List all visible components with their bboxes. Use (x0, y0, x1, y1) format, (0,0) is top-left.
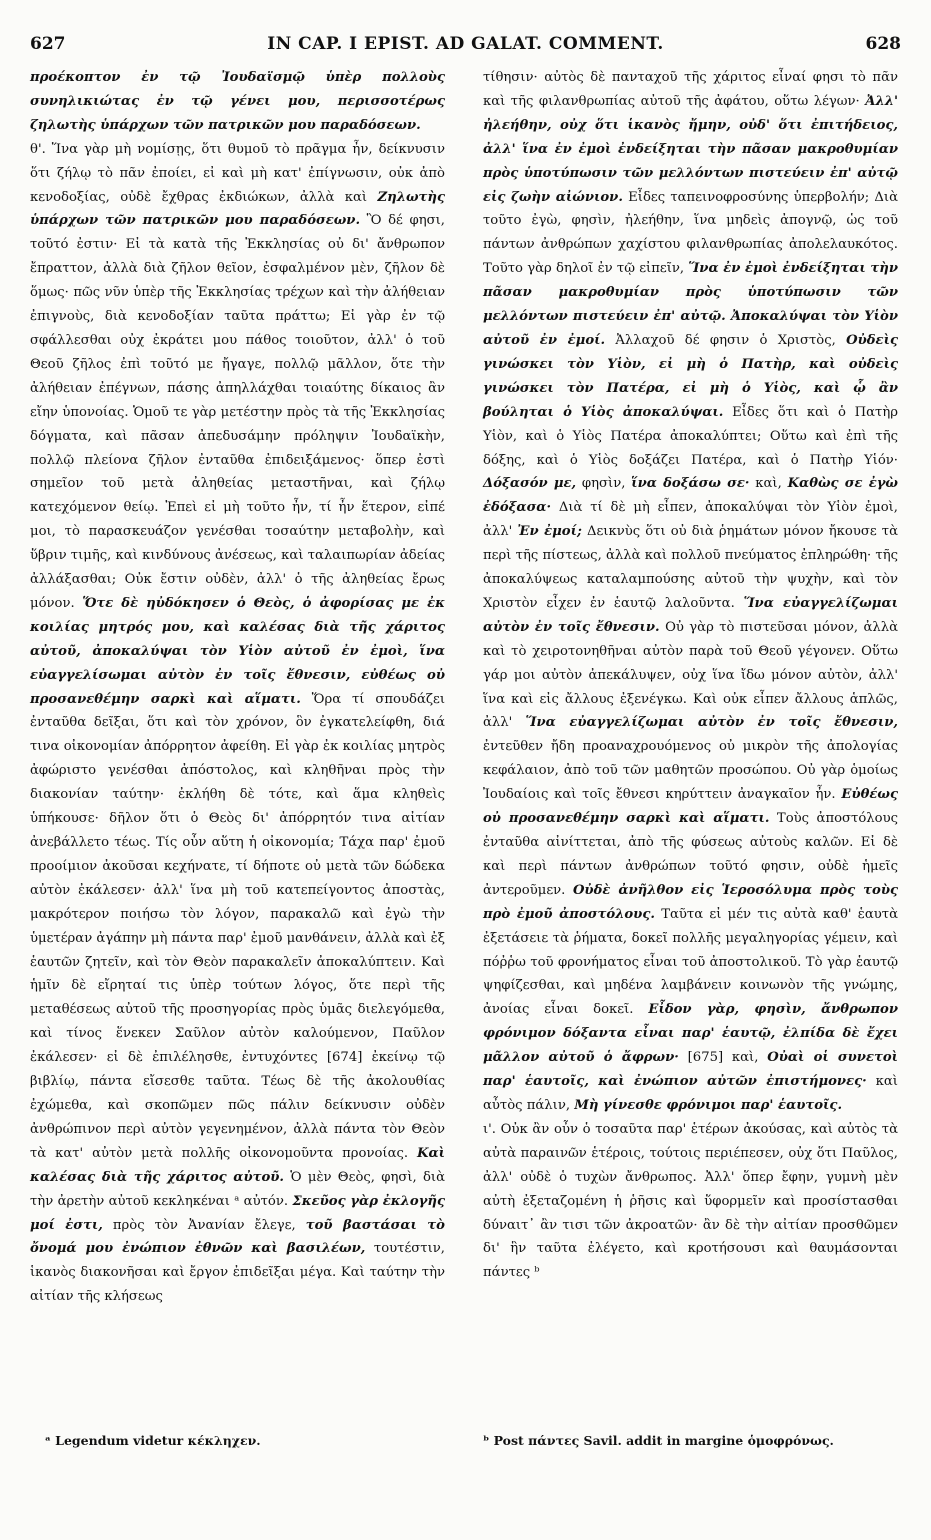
commentary-text: Εἶδες ταπεινοφροσύνης ὑπερβολήν; Διὰ τοῦτο ἐγὼ, φησὶν, ἠλεήθην, ἵνα μηδεὶς ἀπογνῷ, ὡς τοῦ πάντων ἀνθρώπων χαχίστου φιλανθρωπίας ἀπολελαυκότος. Τοῦτο γὰρ δηλοῖ ἐν τῷ εἰπεῖν, (483, 189, 898, 277)
scripture-quote: Καθὼς σε ἐγὼ ἐδόξασα· (483, 476, 898, 516)
scripture-quote: ἵνα δοξάσω σε· (631, 476, 750, 492)
scripture-quote: Δόξασόν με, (483, 476, 577, 492)
commentary-text: ἐντεῦθεν ἤδη προαναχρουόμενος οὐ μικρὸν τῆς ἀπολογίας κεφάλαιον, ἀπὸ τοῦ τῶν μαθητῶν προσώπου. Οὐ γὰρ ὁμοίως Ἰουδαίοις καὶ τοῖς ἔθνεσι κηρύττειν ἀναγκαῖον ἦν. (483, 739, 898, 803)
scripture-quote: Ἀλλ' ἠλεήθην, οὐχ ὅτι ἱκανὸς ἤμην, οὐδ' ὅτι ἐπιτήδειος, ἀλλ' ἵνα ἐν ἐμοὶ ἐνδείξηται τὴν πᾶσαν μακροθυμίαν πρὸς ὑποτύπωσιν τῶν μελλόντων πιστεύειν ἐπ' αὐτῷ εἰς ζωὴν αἰώνιον. (483, 93, 898, 205)
scripture-quote: Ἵνα εὐαγγελίζωμαι αὐτὸν ἐν τοῖς ἔθνεσιν. (483, 595, 898, 635)
scripture-quote: Καὶ καλέσας διὰ τῆς χάριτος αὐτοῦ. (30, 1145, 445, 1185)
left-column (30, 66, 445, 1309)
commentary-text: καὶ, (755, 476, 782, 492)
scripture-quote: Ἵνα εὐαγγελίζωμαι αὐτὸν ἐν τοῖς ἔθνεσιν, (525, 715, 898, 731)
commentary-text: θ'. Ἵνα γὰρ μὴ νομίσῃς, ὅτι θυμοῦ τὸ πρᾶγμα ἦν, δείκνυσιν ὅτι ζήλῳ τὸ πᾶν ἐποίει, εἰ καὶ μὴ κατ' ἐπίγνωσιν, οὐκ ἀπὸ κενοδοξίας, οὐδὲ ἔχθρας ἐκδιώκων, ἀλλὰ καὶ (30, 141, 445, 205)
footnote-b: ᵇ Post πάντες Savil. addit in margine ὁμοφρόνως. (483, 1433, 834, 1448)
commentary-text: τίθησιν· αὐτὸς δὲ πανταχοῦ τῆς χάριτος εἶναί φησι τὸ πᾶν καὶ τῆς φιλανθρωπίας αὐτοῦ τῆς ἀφάτου, οὕτω λέγων· (483, 70, 898, 109)
right-column (483, 66, 898, 1285)
running-title: IN CAP. I EPIST. AD GALAT. COMMENT. (267, 34, 664, 54)
commentary-text: Τοὺς ἀποστόλους ἐνταῦθα αἰνίττεται, ἀπὸ τῆς φύσεως αὐτοὺς καλῶν. Εἰ δὲ καὶ περὶ πάντων ἀνθρώπων τοῦτό φησιν, οὐδὲ ἡμεῖς ἀντεροῦμεν. (483, 811, 898, 898)
commentary-text: Διὰ τί δὲ μὴ εἶπεν, ἀποκαλύψαι τὸν Υἱὸν ἐμοὶ, ἀλλ' (483, 500, 898, 540)
scripture-quote: τοῦ βαστάσαι τὸ ὄνομά μου ἐνώπιον ἐθνῶν καὶ βασιλέων, (30, 1217, 445, 1257)
commentary-text: φησὶν, (581, 476, 626, 492)
commentary-text: πρὸς τὸν Ἀνανίαν ἔλεγε, (112, 1217, 296, 1233)
commentary-text: ι'. Οὐκ ἂν οὖν ὁ τοσαῦτα παρ' ἑτέρων ἀκούσας, καὶ αὐτὸς τὰ αὐτὰ παραινῶν ἑτέροις, τούτοις περιέπεσεν, οὐχ ὅτι Παῦλος, ἀλλ' οὐδὲ ὁ τυχὼν ἄνθρωπος. Ἀλλ' ὅπερ ἔφην, γυμνὴ μὲν αὐτὴ ἐξεταζομένη ἡ ῥῆσις καὶ ὕφορμεῖν καὶ προσίστασθαι δύναιτ᾽ ἂν τισι τῶν ἀκροατῶν· ἂν δὲ τὴν αἰτίαν προσθῶμεν δι' ἣν ταῦτα ἐλέγετο, καὶ κροτήσουσι καὶ θαυμάσονται πάντες ᵇ (483, 1121, 898, 1281)
scripture-quote: Ἐν ἐμοί; (517, 524, 582, 540)
scripture-quote: Σκεῦος γὰρ ἐκλογῆς μοί ἐστι, (30, 1193, 445, 1233)
commentary-text: Ὃ δέ φησι, τοῦτό ἐστιν· Εἰ τὰ κατὰ τῆς Ἐκκλησίας οὐ δι' ἄνθρωπον ἔπραττον, ἀλλὰ διὰ ζῆλον θεῖον, ἐσφαλμένον μὲν, ζῆλον δὲ ὅμως· πῶς νῦν ὑπὲρ τῆς Ἐκκλησίας τρέχων καὶ τὴν ἀλήθειαν ἐπιγνοὺς, διὰ κενοδοξίαν ταῦτα πράττω; Εἰ γὰρ ἐν τῷ σφάλλεσθαι οὐχ ἐκράτει μου πάθος τοιοῦτον, ἀλλ' ὁ τοῦ Θεοῦ ζῆλος ἐπὶ τοῦτό με ἤγαγε, πολλῷ μᾶλλον, ὅτε τὴν ἀλήθειαν ἐπέγνων, πάσης ἀπηλλάχθαι τοιαύτης δίκαιος ἂν εἴην ὑπονοίας. Ὁμοῦ τε γὰρ μετέστην πρὸς τὰ τῆς Ἐκκλησίας δόγματα, καὶ πᾶσαν ἀπεδυσάμην πρόληψιν Ἰουδαϊκὴν, πολλῷ πλείονα ζῆλον ἐνταῦθα ἐπιδειξάμενος· ὅπερ ἐστὶ σημεῖον τοῦ μετὰ ἀληθείας μεταστῆναι, καὶ ζήλῳ κατεχόμενον θείῳ. Ἐπεὶ εἰ μὴ τοῦτο ἦν, τί ἦν ἕτερον, εἰπέ μοι, τὸ παρασκευάζον γενέσθαι τοσαύτην μεταβολὴν, καὶ ὕβριν τιμῆς, καὶ κινδύνους ἀνέσεως, καὶ ταλαιπωρίαν ἀδείας ἀλλάξασθαι; Οὐκ ἔστιν οὐδὲν, ἀλλ' ὁ τῆς ἀληθείας ἔρως μόνον. (30, 213, 445, 611)
scripture-quote: Οὐαὶ οἱ συνετοὶ παρ' ἑαυτοῖς, καὶ ἐνώπιον αὐτῶν ἐπιστήμονες· (483, 1050, 899, 1090)
commentary-text: Ὁ μὲν Θεὸς, φησὶ, διὰ τὴν ἀρετὴν αὐτοῦ κεκληκέναι ᵃ αὐτόν. (30, 1169, 445, 1209)
scripture-quote: Εὐθέως οὐ προσανεθέμην σαρκὶ καὶ αἵματι. (483, 787, 898, 827)
scripture-quote: Οὐδὲ ἀνῆλθον εἰς Ἱεροσόλυμα πρὸς τοὺς πρὸ ἐμοῦ ἀποστόλους. (483, 882, 898, 922)
left-paragraph-2 (30, 138, 445, 1309)
commentary-text: Δεικνὺς ὅτι οὐ διὰ ῥημάτων μόνον ἤκουσε τὰ περὶ τῆς πίστεως, ἀλλὰ καὶ πολλοῦ πνεύματος ἐπληρώθη· τῆς ἀποκαλύψεως καταλαμπούσης αὐτοῦ τὴν ψυχὴν, καὶ τὸν Χριστὸν εἶχεν ἐν ἑαυτῷ λαλοῦντα. (483, 524, 898, 611)
right-paragraph-1 (483, 66, 898, 1118)
commentary-text: Ἀλλαχοῦ δέ φησιν ὁ Χριστὸς, (615, 332, 836, 348)
page-header (30, 34, 901, 58)
scripture-quote: Ἵνα ἐν ἐμοὶ ἐνδείξηται τὴν πᾶσαν μακροθυμίαν πρὸς ὑποτύπωσιν τῶν μελλόντων πιστεύειν ἐπ' αὐτῷ. Ἀποκαλύψαι τὸν Υἱὸν αὐτοῦ ἐν ἐμοί. (483, 261, 898, 348)
scripture-quote: Ζηλωτὴς ὑπάρχων τῶν πατρικῶν μου παραδόσεων. (30, 189, 445, 229)
left-paragraph-1 (30, 66, 445, 138)
commentary-text: καὶ αὖτὸς πάλιν, (483, 1074, 898, 1113)
scripture-quote: Μὴ γίνεσθε φρόνιμοι παρ' ἑαυτοῖς. (574, 1097, 843, 1113)
commentary-text: Ὅρα τί σπουδάζει ἐνταῦθα δεῖξαι, ὅτι καὶ τὸν χρόνον, ὃν ἐγκατελείφθη, διά τινα οἰκονομίαν ἀπόρρητον ἀφείθη. Εἰ γὰρ ἐκ κοιλίας μητρὸς ἀφώριστο γενέσθαι ἀπόστολος, καὶ κληθῆναι πρὸς τὴν διακονίαν ταύτην· ἐκλήθη δὲ τότε, καὶ ἅμα κληθεὶς ὑπήκουσε· δῆλον ὅτι ὁ Θεὸς δι' ἀπόρρητόν τινα αἰτίαν ἀνεβάλλετο τέως. Τίς οὖν αὕτη ἡ οἰκονομία; Τάχα παρ' ἐμοῦ προοίμιον ἀκοῦσαι κεχήνατε, τί δήποτε οὐ μετὰ τῶν δώδεκα αὐτὸν ἐκάλεσεν· ἀλλ' ἵνα μὴ τοῦ κατεπείγοντος ἀποστὰς, μακρότερον ποιήσω τὸν λόγον, παρακαλῶ καὶ ἐγὼ τὴν ὑμετέραν ἀγάπην μὴ πάντα παρ' ἐμοῦ μανθάνειν, ἀλλὰ καὶ ἐξ ἑαυτῶν ζητεῖν, καὶ τὸν Θεὸν παρακαλεῖν ἀποκαλύπτειν. Καὶ ἡμῖν δὲ εἴρηταί τις ὑπὲρ τούτων λόγος, ὅτε περὶ τῆς μεταθέσεως αὐτοῦ τῆς προσηγορίας πρὸς ὑμᾶς διελεγόμεθα, καὶ τίνος ἕνεκεν Σαῦλον αὐτὸν καλούμενον, Παῦλον ἐκάλεσεν· εἰ δὲ ἐπιλέλησθε, ἐντυχόντες [674] ἐκείνῳ τῷ βιβλίῳ, πάντα εἴσεσθε ταῦτα. Τέως δὲ τῆς ἀκολουθίας ἐχώμεθα, καὶ σκοπῶμεν πῶς πάλιν δείκνυσιν οὐδὲν ἀνθρώπινον περὶ αὐτὸν γεγενημένον, ἀλλὰ πάντα τὸν Θεὸν τὰ κατ' αὐτὸν μετὰ πολλῆς οἰκονομοῦντα προνοίας. (30, 691, 445, 1161)
commentary-text: τουτέστιν, ἱκανὸς διακονῆσαι καὶ ἔργον ἐπιδεῖξαι μέγα. Καὶ ταύτην τὴν αἰτίαν τῆς κλήσεως (30, 1241, 445, 1305)
page-number-left: 627 (30, 34, 66, 54)
scripture-quote: προέκοπτον ἐν τῷ Ἰουδαϊσμῷ ὑπὲρ πολλοὺς συνηλικιώτας ἐν τῷ γένει μου, περισσοτέρως ζηλωτὴς ὑπάρχων τῶν πατρικῶν μου παραδόσεων. (30, 70, 445, 133)
scripture-quote: Ὅτε δὲ ηὐδόκησεν ὁ Θεὸς, ὁ ἀφορίσας με ἐκ κοιλίας μητρός μου, καὶ καλέσας διὰ τῆς χάριτος αὐτοῦ, ἀποκαλύψαι τὸν Υἱὸν αὐτοῦ ἐν ἐμοὶ, ἵνα εὐαγγελίσωμαι αὐτὸν ἐν τοῖς ἔθνεσιν, εὐθέως οὐ προσανεθέμην σαρκὶ καὶ αἵματι. (30, 595, 445, 707)
commentary-text: Ταῦτα εἰ μέν τις αὐτὰ καθ' ἑαυτὰ ἐξετάσειε τὰ ῥήματα, δοκεῖ πολλῆς μεγαληγορίας γέμειν, καὶ πόῤῥω τοῦ φρονήματος εἶναι τοῦ ἀποστολικοῦ. Τὸ γὰρ ἑαυτῷ ψηφίζεσθαι, καὶ μηδένα λαμβάνειν κοινωνὸν τῆς γνώμης, ἀνοίας εἶναι δοκεῖ. (483, 906, 898, 1018)
footnote-a: ᵃ Legendum videtur κέκληχεν. (45, 1433, 261, 1448)
scripture-quote: Εἶδον γὰρ, φησὶν, ἄνθρωπον φρόνιμον δόξαντα εἶναι παρ' ἑαυτῷ, ἐλπίδα δὲ ἔχει μᾶλλον αὐτοῦ ὁ ἄφρων· (483, 1002, 898, 1066)
scripture-quote: Οὐδεὶς γινώσκει τὸν Υἱὸν, εἰ μὴ ὁ Πατὴρ, καὶ οὐδεὶς γινώσκει τὸν Πατέρα, εἰ μὴ ὁ Υἱὸς, καὶ ᾧ ἂν βούληται ὁ Υἱὸς ἀποκαλύψαι. (483, 332, 898, 420)
commentary-text: [675] καὶ, (687, 1050, 759, 1066)
page-number-right: 628 (865, 34, 901, 54)
commentary-text: Οὐ γὰρ τὸ πιστεῦσαι μόνον, ἀλλὰ καὶ τὸ χειροτονηθῆναι αὐτὸν παρὰ τοῦ Θεοῦ γέγονεν. Οὕτω γάρ μοι αὐτὸν ἀπεκάλυψεν, οὐχ ἵνα ἴδω μόνον αὐτὸν, ἀλλ' ἵνα καὶ εἰς ἄλλους ἐξενέγκω. Καὶ οὐκ εἶπεν ἄλλους ἁπλῶς, ἀλλ' (483, 619, 899, 731)
right-paragraph-2 (483, 1118, 898, 1285)
commentary-text: Εἶδες ὅτι καὶ ὁ Πατὴρ Υἱὸν, καὶ ὁ Υἱὸς Πατέρα ἀποκαλύπτει; Οὕτω καὶ ἐπὶ τῆς δόξης, καὶ ὁ Υἱὸς δοξάζει Πατέρα, καὶ ὁ Πατὴρ Υἱόν· (483, 404, 898, 468)
